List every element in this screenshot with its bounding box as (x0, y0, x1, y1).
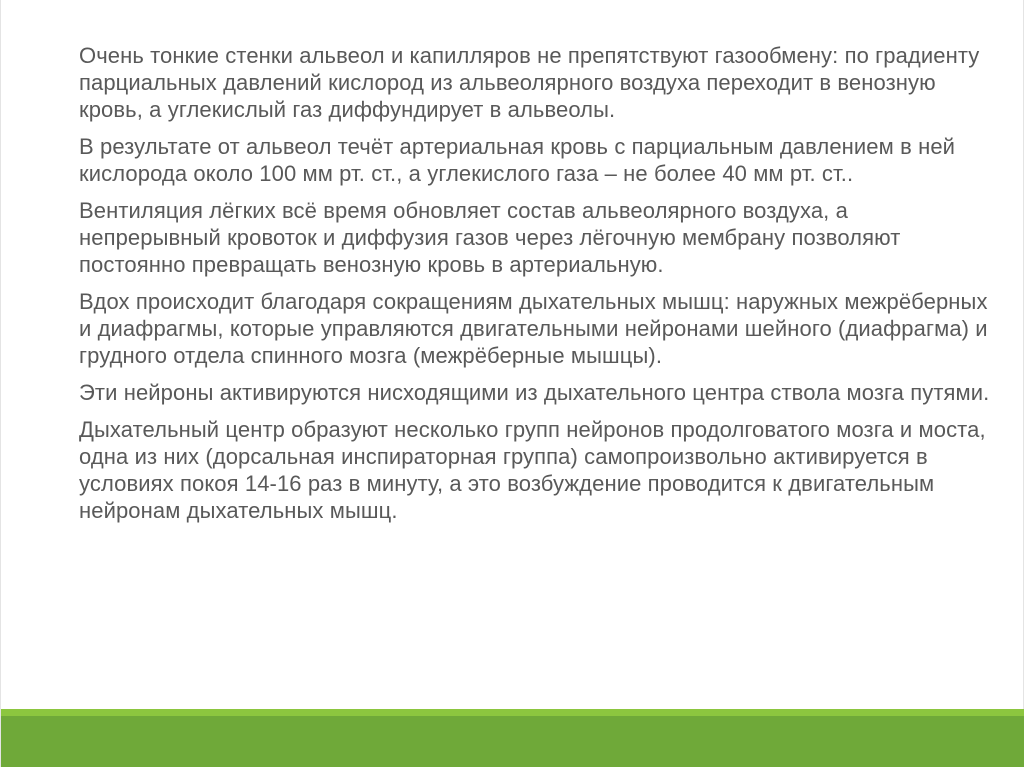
paragraph-inhalation: Вдох происходит благодаря сокращениям дыхательных мышц: наружных межрёберных и диафрагмы, которые управляются двигательными нейронами шейного (диафрагма) и грудного отдела спинного мозга (межрёберные мышцы). (79, 289, 988, 368)
slide-body-text (79, 42, 994, 524)
paragraph-gas-exchange: Очень тонкие стенки альвеол и капилляров не препятствуют газообмену: по градиенту парциальных давлений кислород из альвеолярного воздуха переходит в венозную кровь, а углекислый газ диффундирует в альвеолы. (79, 43, 980, 122)
paragraph-lung-ventilation: Вентиляция лёгких всё время обновляет состав альвеолярного воздуха, а непрерывный кровоток и диффузия газов через лёгочную мембрану позволяют постоянно превращать венозную кровь в артериальную. (79, 198, 901, 277)
footer-bar (1, 716, 1024, 767)
paragraph-arterial-blood: В результате от альвеол течёт артериальная кровь с парциальным давлением в ней кислорода около 100 мм рт. ст., а углекислого газа – не более 40 мм рт. ст.. (79, 134, 956, 186)
footer-accent-stripe (1, 709, 1024, 716)
paragraph-respiratory-center: Дыхательный центр образуют несколько групп нейронов продолговатого мозга и моста, одна из них (дорсальная инспираторная группа) самопроизвольно активируется в условиях покоя 14-16 раз в минуту, а это возбуждение проводится к двигательным нейронам дыхательных мышц. (79, 417, 986, 523)
paragraph-neuron-activation: Эти нейроны активируются нисходящими из дыхательного центра ствола мозга путями. (79, 380, 990, 405)
